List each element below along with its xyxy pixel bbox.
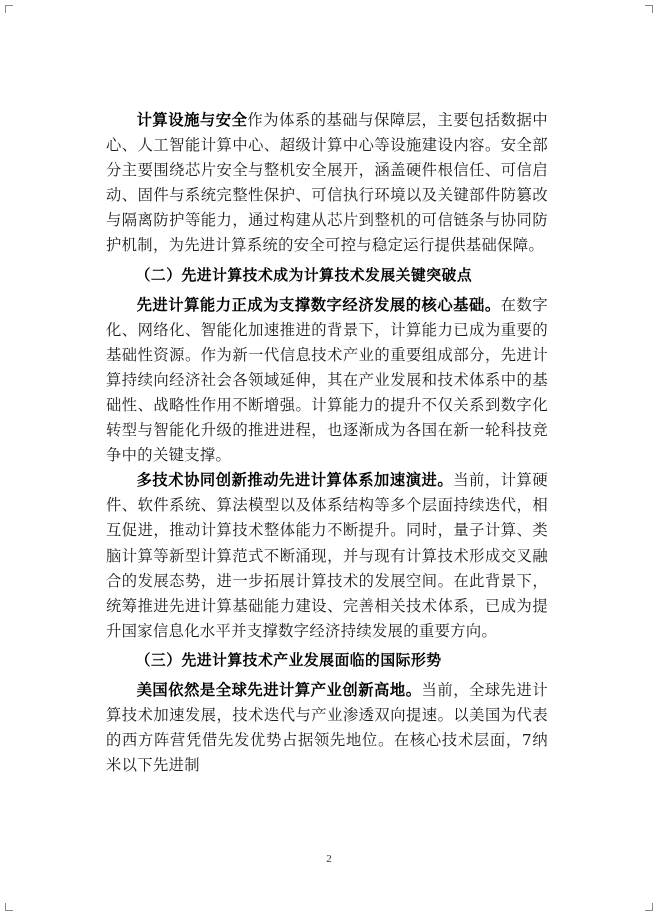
- page-number: 2: [326, 853, 332, 865]
- paragraph-lead: 计算设施与安全: [136, 111, 248, 129]
- paragraph-text: 在数字化、网络化、智能化加速推进的背景下，计算能力已成为重要的基础性资源。作为新一代信息技术产业的重要组成部分，先进计算持续向经济社会各领域延伸，其在产业发展和技术体系中的基础性、战略性作用不断增强。计算能力的提升不仅关系到数字化转型与智能化升级的推进进程，也逐渐成为各国在新一轮科技竞争中的关键支撑。: [106, 295, 548, 465]
- crop-mark-top-right: [645, 5, 653, 13]
- document-body: [106, 108, 548, 778]
- paragraph-multi-tech-innovation: [106, 468, 548, 644]
- paragraph-lead: 多技术协同创新推动先进计算体系加速演进。: [136, 471, 454, 490]
- paragraph-lead: 美国依然是全球先进计算产业创新高地。: [136, 680, 422, 699]
- paragraph-text: 当前，计算硬件、软件系统、算法模型以及体系结构等多个层面持续迭代，相互促进，推动计算技术整体能力不断提升。同时，量子计算、类脑计算等新型计算范式不断涌现，并与现有计算技术形成交叉融合的发展态势，进一步拓展计算技术的发展空间。在此背景下，统筹推进先进计算基础能力建设、完善相关技术体系，已成为提升国家信息化水平并支撑数字经济持续发展的重要方向。: [106, 471, 548, 640]
- paragraph-us-innovation: [106, 678, 548, 778]
- paragraph-advanced-computing-core: [106, 293, 548, 469]
- crop-mark-bottom-left: [5, 903, 13, 911]
- section-heading-3: （三）先进计算技术产业发展面临的国际形势: [135, 651, 442, 669]
- paragraph-computing-facilities: [106, 108, 548, 259]
- crop-mark-bottom-right: [645, 903, 653, 911]
- section-heading-2: （二）先进计算技术成为计算技术发展关键突破点: [135, 266, 473, 284]
- paragraph-text: 当前，全球先进计算技术加速发展，技术迭代与产业渗透双向提速。以美国为代表的西方阵营凭借先发优势占据领先地位。在核心技术层面，7纳米以下先进制: [106, 680, 548, 775]
- paragraph-lead: 先进计算能力正成为支撑数字经济发展的核心基础。: [136, 295, 501, 314]
- paragraph-text: 作为体系的基础与保障层，主要包括数据中心、人工智能计算中心、超级计算中心等设施建设内容。安全部分主要围绕芯片安全与整机安全展开，涵盖硬件根信任、可信启动、固件与系统完整性保护、可信执行环境以及关键部件防篡改与隔离防护等能力，通过构建从芯片到整机的可信链条与协同防护机制，为先进计算系统的安全可控与稳定运行提供基础保障。: [106, 111, 548, 255]
- crop-mark-top-left: [5, 5, 13, 13]
